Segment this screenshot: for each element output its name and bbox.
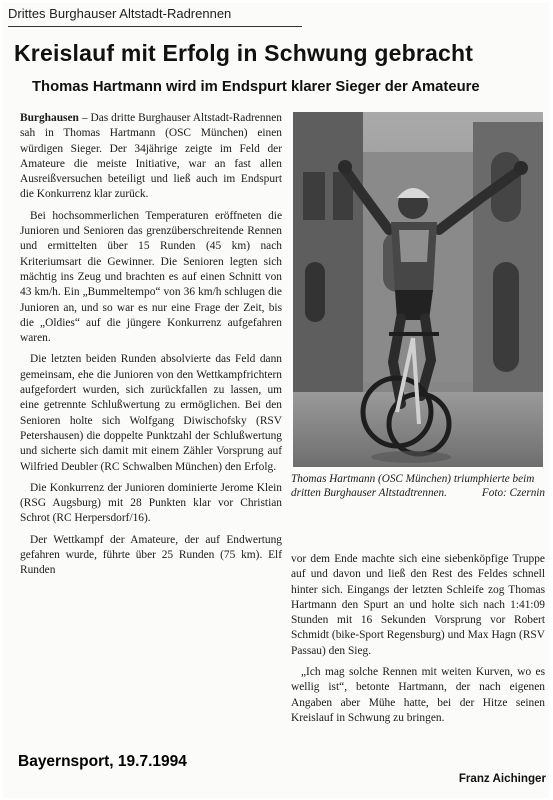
kicker: Drittes Burghauser Altstadt-Radrennen (8, 6, 232, 21)
article-paragraph: vor dem Ende machte sich eine siebenköpfige Truppe auf und davon und ließ den Rest des Feldes schnell hinter sich. Eingangs der letzten Schleife zog Thomas Hartmann den Spurt an und holte sich nach 1:41:09 Stunden mit 16 Sekunden Vorsprung vor Robert Schmidt (bike-Sport Regensburg) und Max Hagn (RSV Passau) den Sieg. (291, 553, 545, 657)
headline: Kreislauf mit Erfolg in Schwung gebracht (14, 40, 474, 66)
author-byline: Franz Aichinger (458, 772, 546, 785)
caption-text: Thomas Hartmann (OSC München) triumphierte beim dritten Burghauser Altstadtrennen. (291, 473, 535, 499)
photo-caption (291, 472, 545, 500)
cyclist-photo-image (293, 112, 543, 467)
article-column-right (291, 552, 545, 732)
article-paragraph: Der Wettkampf der Amateure, der auf Endwertung gefahren wurde, führte über 25 Runden (75 km). Elf Runden (20, 533, 282, 577)
article-paragraph: „Ich mag solche Rennen mit weiten Kurven, wo es wellig ist“, betonte Hartmann, der nach eigenen Angaben aber Mühe hatte, bei der Hitze seinen Kreislauf in Schwung zu bringen. (291, 666, 545, 724)
kicker-underline (8, 26, 302, 27)
article-paragraph (20, 111, 282, 203)
photo-credit: Foto: Czernin (481, 487, 545, 499)
cyclist-photo (293, 112, 543, 467)
article-paragraph: Die letzten beiden Runden absolvierte das Feld dann gemeinsam, ehe die Junioren von den Wettkampfrichtern aufgefordert wurden, sich zurückfallen zu lassen, um eine getrennte Schlußwertung zu ermöglichen. Bei den Senioren holte sich Wolfgang Diwischofsky (RSV Petershausen) die doppelte Punktzahl der Schlußwertung und sicherte sich damit mit einem Zähler Vorsprung auf Wilfried Deubler (RC Schwalben München) den Erfolg. (20, 353, 282, 473)
article-paragraph: Die Konkurrenz der Junioren dominierte Jerome Klein (RSG Augsburg) mit 28 Punkten klar vor Christian Schrot (RC Herpersdorf/16). (20, 481, 282, 525)
dateline: Burghausen (20, 112, 79, 124)
source-note: Bayernsport, 19.7.1994 (18, 753, 187, 770)
subheadline: Thomas Hartmann wird im Endspurt klarer Sieger der Amateure (32, 79, 480, 95)
article-column-left (20, 111, 282, 585)
paragraph-text: – Das dritte Burghauser Altstadt-Radrennen sah in Thomas Hartmann (OSC München) einen würdigen Sieger. Der 34jährige zeigte im Feld der Amateure die meiste Initiative, war an fast allen Ausreißversuchen beteiligt und ließ auch im Endspurt die Konkurrenz klar zurück. (20, 112, 282, 201)
article-paragraph: Bei hochsommerlichen Temperaturen eröffneten die Junioren und Senioren das grenzüberschreitende Rennen und ermittelten über 15 Runden (45 km) nach Kriteriumsart die Gewinner. Die Senioren legten sich mächtig ins Zeug und brachten es auf einen Schnitt von 43 km/h. Ein „Bummeltempo“ von 36 km/h schlugen die Junioren an, und so war es nur eine Frage der Zeit, bis die „Oldies“ auf die jüngere Konkurrenz aufgefahren waren. (20, 209, 282, 345)
